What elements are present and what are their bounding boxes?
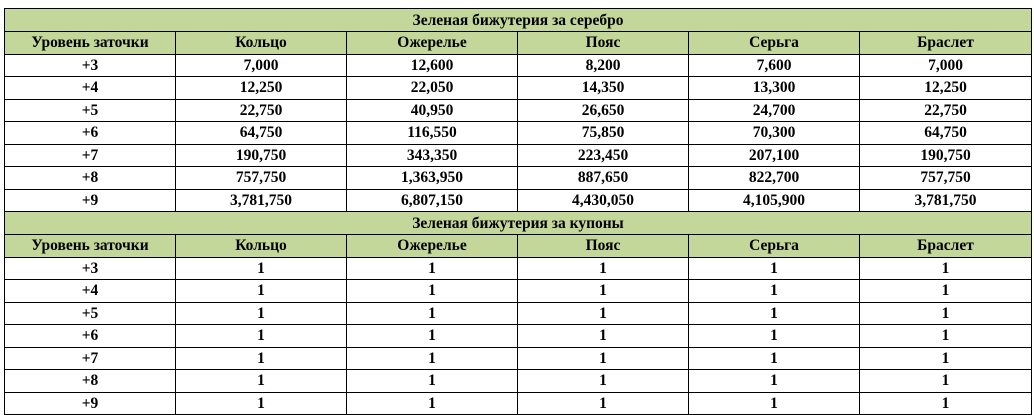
table-row — [5, 122, 1032, 145]
value-cell: 12,600 — [347, 54, 518, 77]
value-cell: 1 — [347, 370, 518, 393]
section-title: Зеленая бижутерия за купоны — [5, 212, 1032, 235]
value-cell: 22,050 — [347, 77, 518, 100]
table-row — [5, 280, 1032, 303]
value-cell: 822,700 — [689, 167, 860, 190]
column-header: Ожерелье — [347, 32, 518, 55]
column-header-row — [5, 32, 1032, 55]
level-cell: +7 — [5, 144, 176, 167]
value-cell: 1 — [689, 347, 860, 370]
column-header: Уровень заточки — [5, 235, 176, 258]
value-cell: 1 — [860, 392, 1032, 415]
column-header: Ожерелье — [347, 235, 518, 258]
column-header: Пояс — [518, 235, 689, 258]
level-cell: +4 — [5, 280, 176, 303]
section-title: Зеленая бижутерия за серебро — [5, 9, 1032, 32]
value-cell: 14,350 — [518, 77, 689, 100]
value-cell: 1 — [860, 280, 1032, 303]
table-row — [5, 77, 1032, 100]
column-header: Уровень заточки — [5, 32, 176, 55]
value-cell: 64,750 — [176, 122, 347, 145]
value-cell: 1 — [518, 370, 689, 393]
value-cell: 1 — [518, 280, 689, 303]
value-cell: 3,781,750 — [176, 189, 347, 212]
value-cell: 1 — [176, 347, 347, 370]
section-title-row — [5, 212, 1032, 235]
table-row — [5, 54, 1032, 77]
value-cell: 7,000 — [860, 54, 1032, 77]
jewelry-upgrade-table — [4, 8, 1031, 415]
value-cell: 1 — [689, 280, 860, 303]
value-cell: 1 — [176, 257, 347, 280]
value-cell: 64,750 — [860, 122, 1032, 145]
section-title-row — [5, 9, 1032, 32]
table-row — [5, 144, 1032, 167]
column-header: Пояс — [518, 32, 689, 55]
value-cell: 1 — [176, 302, 347, 325]
level-cell: +8 — [5, 370, 176, 393]
value-cell: 22,750 — [860, 99, 1032, 122]
value-cell: 70,300 — [689, 122, 860, 145]
level-cell: +6 — [5, 325, 176, 348]
column-header: Кольцо — [176, 32, 347, 55]
value-cell: 1 — [689, 392, 860, 415]
value-cell: 12,250 — [176, 77, 347, 100]
column-header: Браслет — [860, 32, 1032, 55]
value-cell: 1 — [347, 392, 518, 415]
value-cell: 1 — [176, 325, 347, 348]
value-cell: 1 — [860, 370, 1032, 393]
column-header: Серьга — [689, 235, 860, 258]
value-cell: 1 — [860, 257, 1032, 280]
value-cell: 1 — [176, 370, 347, 393]
value-cell: 1 — [347, 257, 518, 280]
value-cell: 1 — [347, 325, 518, 348]
value-cell: 4,430,050 — [518, 189, 689, 212]
column-header: Браслет — [860, 235, 1032, 258]
level-cell: +8 — [5, 167, 176, 190]
value-cell: 757,750 — [860, 167, 1032, 190]
value-cell: 13,300 — [689, 77, 860, 100]
column-header: Кольцо — [176, 235, 347, 258]
value-cell: 190,750 — [860, 144, 1032, 167]
value-cell: 223,450 — [518, 144, 689, 167]
value-cell: 343,350 — [347, 144, 518, 167]
column-header-row — [5, 235, 1032, 258]
value-cell: 7,000 — [176, 54, 347, 77]
value-cell: 1 — [518, 302, 689, 325]
value-cell: 1 — [518, 325, 689, 348]
value-cell: 1,363,950 — [347, 167, 518, 190]
value-cell: 1 — [176, 392, 347, 415]
value-cell: 26,650 — [518, 99, 689, 122]
table-row — [5, 302, 1032, 325]
table-row — [5, 370, 1032, 393]
value-cell: 1 — [518, 347, 689, 370]
table-row — [5, 325, 1032, 348]
value-cell: 3,781,750 — [860, 189, 1032, 212]
value-cell: 75,850 — [518, 122, 689, 145]
value-cell: 1 — [689, 302, 860, 325]
table-row — [5, 347, 1032, 370]
value-cell: 1 — [518, 392, 689, 415]
level-cell: +7 — [5, 347, 176, 370]
value-cell: 1 — [176, 280, 347, 303]
value-cell: 4,105,900 — [689, 189, 860, 212]
value-cell: 887,650 — [518, 167, 689, 190]
value-cell: 1 — [860, 347, 1032, 370]
value-cell: 1 — [860, 325, 1032, 348]
level-cell: +9 — [5, 189, 176, 212]
value-cell: 116,550 — [347, 122, 518, 145]
table-row — [5, 392, 1032, 415]
table-body — [5, 9, 1032, 415]
table-row — [5, 189, 1032, 212]
price-table — [4, 8, 1032, 415]
value-cell: 12,250 — [860, 77, 1032, 100]
level-cell: +5 — [5, 99, 176, 122]
level-cell: +4 — [5, 77, 176, 100]
value-cell: 22,750 — [176, 99, 347, 122]
value-cell: 24,700 — [689, 99, 860, 122]
value-cell: 757,750 — [176, 167, 347, 190]
value-cell: 207,100 — [689, 144, 860, 167]
value-cell: 6,807,150 — [347, 189, 518, 212]
value-cell: 1 — [860, 302, 1032, 325]
level-cell: +3 — [5, 54, 176, 77]
value-cell: 1 — [689, 257, 860, 280]
level-cell: +9 — [5, 392, 176, 415]
level-cell: +3 — [5, 257, 176, 280]
value-cell: 190,750 — [176, 144, 347, 167]
level-cell: +6 — [5, 122, 176, 145]
table-row — [5, 257, 1032, 280]
value-cell: 1 — [347, 302, 518, 325]
table-row — [5, 99, 1032, 122]
column-header: Серьга — [689, 32, 860, 55]
value-cell: 8,200 — [518, 54, 689, 77]
value-cell: 7,600 — [689, 54, 860, 77]
level-cell: +5 — [5, 302, 176, 325]
value-cell: 1 — [689, 370, 860, 393]
value-cell: 1 — [518, 257, 689, 280]
value-cell: 1 — [347, 280, 518, 303]
value-cell: 1 — [347, 347, 518, 370]
table-row — [5, 167, 1032, 190]
value-cell: 40,950 — [347, 99, 518, 122]
value-cell: 1 — [689, 325, 860, 348]
